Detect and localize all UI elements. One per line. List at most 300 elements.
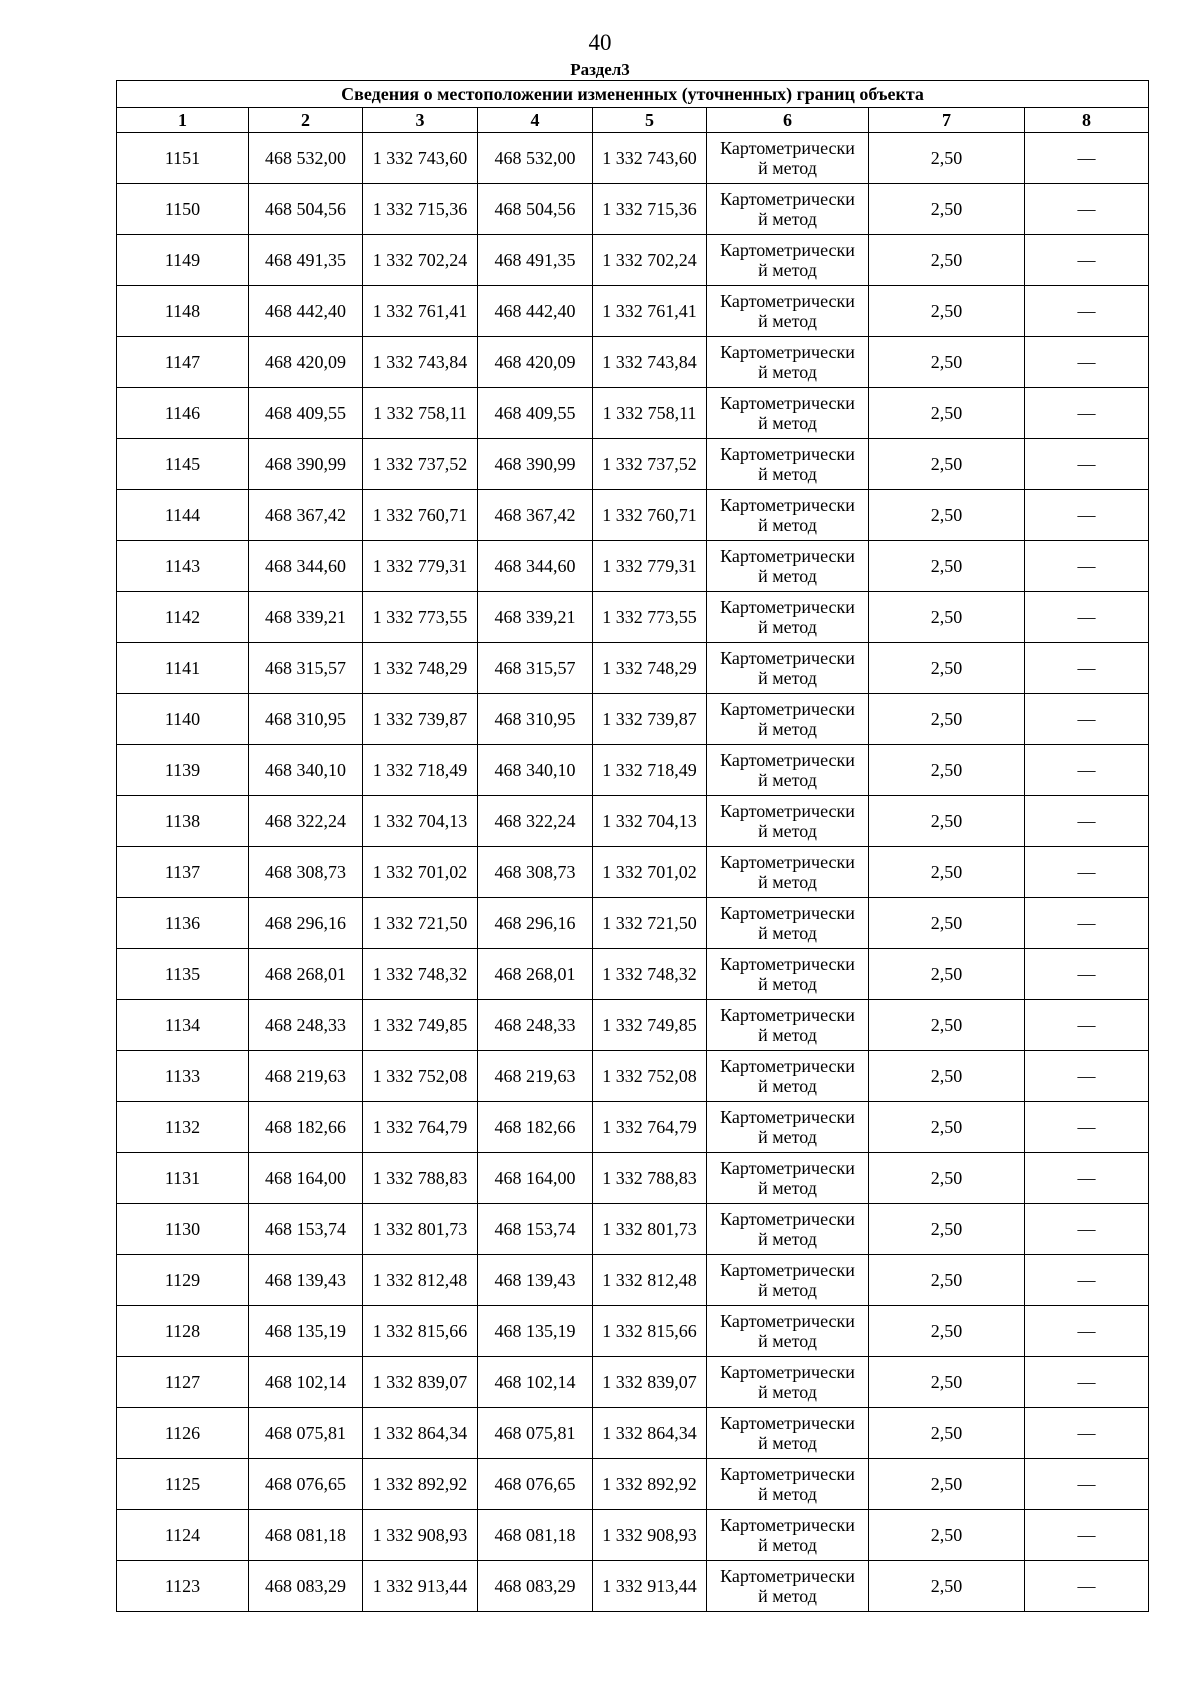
point-number: 1148	[117, 286, 249, 337]
method-cell	[707, 1204, 869, 1255]
point-number: 1146	[117, 388, 249, 439]
y-coordinate-new: 1 332 761,41	[593, 286, 707, 337]
method-text-line1: Картометрически	[720, 852, 855, 872]
x-coordinate: 468 504,56	[249, 184, 363, 235]
table-body	[117, 133, 1149, 1612]
point-number: 1147	[117, 337, 249, 388]
y-coordinate: 1 332 752,08	[363, 1051, 478, 1102]
description-cell: —	[1025, 1102, 1149, 1153]
method-cell	[707, 1561, 869, 1612]
accuracy-cell: 2,50	[869, 949, 1025, 1000]
method-cell	[707, 1255, 869, 1306]
x-coordinate-new: 468 442,40	[478, 286, 593, 337]
point-number: 1135	[117, 949, 249, 1000]
description-cell: —	[1025, 1204, 1149, 1255]
description-cell: —	[1025, 133, 1149, 184]
y-coordinate: 1 332 801,73	[363, 1204, 478, 1255]
method-text-line1: Картометрически	[720, 1566, 855, 1586]
x-coordinate-new: 468 182,66	[478, 1102, 593, 1153]
x-coordinate-new: 468 532,00	[478, 133, 593, 184]
method-cell	[707, 541, 869, 592]
description-cell: —	[1025, 1510, 1149, 1561]
x-coordinate: 468 268,01	[249, 949, 363, 1000]
method-text-line2: й метод	[758, 1127, 817, 1147]
y-coordinate-new: 1 332 892,92	[593, 1459, 707, 1510]
column-number-row	[117, 108, 1149, 133]
method-cell	[707, 133, 869, 184]
y-coordinate-new: 1 332 752,08	[593, 1051, 707, 1102]
y-coordinate: 1 332 739,87	[363, 694, 478, 745]
table-row	[117, 1561, 1149, 1612]
y-coordinate-new: 1 332 913,44	[593, 1561, 707, 1612]
y-coordinate-new: 1 332 779,31	[593, 541, 707, 592]
y-coordinate-new: 1 332 721,50	[593, 898, 707, 949]
table-row	[117, 643, 1149, 694]
y-coordinate: 1 332 749,85	[363, 1000, 478, 1051]
description-cell: —	[1025, 847, 1149, 898]
accuracy-cell: 2,50	[869, 1153, 1025, 1204]
accuracy-cell: 2,50	[869, 337, 1025, 388]
page-number: 40	[588, 30, 612, 55]
accuracy-cell: 2,50	[869, 1561, 1025, 1612]
method-cell	[707, 745, 869, 796]
method-text-line2: й метод	[758, 209, 817, 229]
method-text-line1: Картометрически	[720, 750, 855, 770]
method-text-line2: й метод	[758, 1484, 817, 1504]
method-text-line1: Картометрически	[720, 648, 855, 668]
point-number: 1128	[117, 1306, 249, 1357]
method-text-line1: Картометрически	[720, 1413, 855, 1433]
y-coordinate: 1 332 908,93	[363, 1510, 478, 1561]
method-text-line2: й метод	[758, 1178, 817, 1198]
y-coordinate: 1 332 773,55	[363, 592, 478, 643]
description-cell: —	[1025, 1306, 1149, 1357]
accuracy-cell: 2,50	[869, 592, 1025, 643]
method-cell	[707, 1357, 869, 1408]
method-text-line2: й метод	[758, 923, 817, 943]
y-coordinate: 1 332 761,41	[363, 286, 478, 337]
method-cell	[707, 592, 869, 643]
accuracy-cell: 2,50	[869, 388, 1025, 439]
x-coordinate-new: 468 504,56	[478, 184, 593, 235]
method-text-line1: Картометрически	[720, 597, 855, 617]
y-coordinate: 1 332 839,07	[363, 1357, 478, 1408]
accuracy-cell: 2,50	[869, 235, 1025, 286]
method-text-line2: й метод	[758, 1280, 817, 1300]
x-coordinate: 468 344,60	[249, 541, 363, 592]
method-text-line2: й метод	[758, 566, 817, 586]
x-coordinate-new: 468 420,09	[478, 337, 593, 388]
y-coordinate: 1 332 758,11	[363, 388, 478, 439]
description-cell: —	[1025, 694, 1149, 745]
method-text-line2: й метод	[758, 464, 817, 484]
point-number: 1149	[117, 235, 249, 286]
method-text-line1: Картометрически	[720, 1107, 855, 1127]
method-cell	[707, 898, 869, 949]
accuracy-cell: 2,50	[869, 643, 1025, 694]
table-row	[117, 949, 1149, 1000]
table-row	[117, 1204, 1149, 1255]
column-number: 8	[1025, 108, 1149, 133]
method-text-line1: Картометрически	[720, 699, 855, 719]
method-text-line1: Картометрически	[720, 1158, 855, 1178]
method-text-line1: Картометрически	[720, 1362, 855, 1382]
method-cell	[707, 184, 869, 235]
x-coordinate: 468 340,10	[249, 745, 363, 796]
method-text-line1: Картометрически	[720, 903, 855, 923]
point-number: 1140	[117, 694, 249, 745]
description-cell: —	[1025, 592, 1149, 643]
table-row	[117, 286, 1149, 337]
table-row	[117, 1459, 1149, 1510]
section-title: Раздел3	[570, 60, 630, 79]
accuracy-cell: 2,50	[869, 541, 1025, 592]
y-coordinate: 1 332 737,52	[363, 439, 478, 490]
y-coordinate: 1 332 715,36	[363, 184, 478, 235]
x-coordinate-new: 468 248,33	[478, 1000, 593, 1051]
method-text-line1: Картометрически	[720, 291, 855, 311]
y-coordinate: 1 332 812,48	[363, 1255, 478, 1306]
method-cell	[707, 490, 869, 541]
x-coordinate-new: 468 310,95	[478, 694, 593, 745]
y-coordinate-new: 1 332 812,48	[593, 1255, 707, 1306]
method-text-line1: Картометрически	[720, 1311, 855, 1331]
y-coordinate-new: 1 332 764,79	[593, 1102, 707, 1153]
x-coordinate-new: 468 268,01	[478, 949, 593, 1000]
method-text-line1: Картометрически	[720, 1005, 855, 1025]
accuracy-cell: 2,50	[869, 1102, 1025, 1153]
y-coordinate-new: 1 332 718,49	[593, 745, 707, 796]
method-cell	[707, 388, 869, 439]
point-number: 1144	[117, 490, 249, 541]
method-text-line1: Картометрически	[720, 444, 855, 464]
table-row	[117, 1051, 1149, 1102]
method-text-line1: Картометрически	[720, 342, 855, 362]
x-coordinate: 468 296,16	[249, 898, 363, 949]
table-row	[117, 694, 1149, 745]
description-cell: —	[1025, 490, 1149, 541]
method-text-line2: й метод	[758, 1535, 817, 1555]
y-coordinate-new: 1 332 773,55	[593, 592, 707, 643]
x-coordinate-new: 468 153,74	[478, 1204, 593, 1255]
point-number: 1133	[117, 1051, 249, 1102]
x-coordinate: 468 164,00	[249, 1153, 363, 1204]
method-text-line2: й метод	[758, 260, 817, 280]
x-coordinate: 468 322,24	[249, 796, 363, 847]
table-row	[117, 1000, 1149, 1051]
y-coordinate: 1 332 743,84	[363, 337, 478, 388]
x-coordinate: 468 135,19	[249, 1306, 363, 1357]
method-text-line1: Картометрически	[720, 1209, 855, 1229]
method-text-line1: Картометрически	[720, 393, 855, 413]
accuracy-cell: 2,50	[869, 1306, 1025, 1357]
x-coordinate-new: 468 315,57	[478, 643, 593, 694]
table-row	[117, 1102, 1149, 1153]
x-coordinate: 468 420,09	[249, 337, 363, 388]
y-coordinate: 1 332 779,31	[363, 541, 478, 592]
point-number: 1124	[117, 1510, 249, 1561]
point-number: 1123	[117, 1561, 249, 1612]
method-text-line2: й метод	[758, 770, 817, 790]
x-coordinate-new: 468 322,24	[478, 796, 593, 847]
x-coordinate-new: 468 296,16	[478, 898, 593, 949]
y-coordinate: 1 332 864,34	[363, 1408, 478, 1459]
column-number: 2	[249, 108, 363, 133]
y-coordinate-new: 1 332 743,60	[593, 133, 707, 184]
point-number: 1151	[117, 133, 249, 184]
y-coordinate: 1 332 760,71	[363, 490, 478, 541]
point-number: 1132	[117, 1102, 249, 1153]
method-text-line1: Картометрически	[720, 495, 855, 515]
table-row	[117, 439, 1149, 490]
y-coordinate-new: 1 332 760,71	[593, 490, 707, 541]
method-text-line2: й метод	[758, 311, 817, 331]
x-coordinate: 468 310,95	[249, 694, 363, 745]
point-number: 1145	[117, 439, 249, 490]
table-row	[117, 184, 1149, 235]
x-coordinate-new: 468 075,81	[478, 1408, 593, 1459]
y-coordinate: 1 332 718,49	[363, 745, 478, 796]
point-number: 1150	[117, 184, 249, 235]
column-number: 5	[593, 108, 707, 133]
point-number: 1130	[117, 1204, 249, 1255]
x-coordinate-new: 468 390,99	[478, 439, 593, 490]
method-cell	[707, 1408, 869, 1459]
table-row	[117, 133, 1149, 184]
accuracy-cell: 2,50	[869, 694, 1025, 745]
method-text-line2: й метод	[758, 1331, 817, 1351]
description-cell: —	[1025, 439, 1149, 490]
method-cell	[707, 847, 869, 898]
method-cell	[707, 1000, 869, 1051]
method-text-line2: й метод	[758, 872, 817, 892]
x-coordinate-new: 468 344,60	[478, 541, 593, 592]
table-row	[117, 1510, 1149, 1561]
y-coordinate-new: 1 332 864,34	[593, 1408, 707, 1459]
point-number: 1134	[117, 1000, 249, 1051]
method-text-line2: й метод	[758, 1076, 817, 1096]
y-coordinate-new: 1 332 758,11	[593, 388, 707, 439]
method-text-line1: Картометрически	[720, 1515, 855, 1535]
y-coordinate: 1 332 701,02	[363, 847, 478, 898]
method-cell	[707, 1153, 869, 1204]
method-text-line2: й метод	[758, 1229, 817, 1249]
method-text-line1: Картометрически	[720, 1056, 855, 1076]
x-coordinate: 468 182,66	[249, 1102, 363, 1153]
y-coordinate: 1 332 788,83	[363, 1153, 478, 1204]
x-coordinate-new: 468 139,43	[478, 1255, 593, 1306]
method-text-line1: Картометрически	[720, 1464, 855, 1484]
table-caption-row	[117, 81, 1149, 108]
column-number: 6	[707, 108, 869, 133]
accuracy-cell: 2,50	[869, 745, 1025, 796]
point-number: 1126	[117, 1408, 249, 1459]
description-cell: —	[1025, 1153, 1149, 1204]
y-coordinate-new: 1 332 702,24	[593, 235, 707, 286]
method-cell	[707, 1306, 869, 1357]
y-coordinate: 1 332 892,92	[363, 1459, 478, 1510]
table-row	[117, 745, 1149, 796]
y-coordinate: 1 332 913,44	[363, 1561, 478, 1612]
method-cell	[707, 337, 869, 388]
x-coordinate: 468 308,73	[249, 847, 363, 898]
x-coordinate: 468 083,29	[249, 1561, 363, 1612]
y-coordinate-new: 1 332 801,73	[593, 1204, 707, 1255]
y-coordinate: 1 332 815,66	[363, 1306, 478, 1357]
x-coordinate: 468 339,21	[249, 592, 363, 643]
method-text-line2: й метод	[758, 1586, 817, 1606]
description-cell: —	[1025, 541, 1149, 592]
method-cell	[707, 949, 869, 1000]
accuracy-cell: 2,50	[869, 1408, 1025, 1459]
description-cell: —	[1025, 1000, 1149, 1051]
method-text-line1: Картометрически	[720, 801, 855, 821]
x-coordinate: 468 219,63	[249, 1051, 363, 1102]
y-coordinate-new: 1 332 701,02	[593, 847, 707, 898]
y-coordinate: 1 332 702,24	[363, 235, 478, 286]
description-cell: —	[1025, 1255, 1149, 1306]
table-row	[117, 1306, 1149, 1357]
table-row	[117, 235, 1149, 286]
x-coordinate: 468 076,65	[249, 1459, 363, 1510]
y-coordinate-new: 1 332 748,32	[593, 949, 707, 1000]
description-cell: —	[1025, 898, 1149, 949]
method-text-line2: й метод	[758, 158, 817, 178]
accuracy-cell: 2,50	[869, 796, 1025, 847]
method-cell	[707, 796, 869, 847]
y-coordinate-new: 1 332 715,36	[593, 184, 707, 235]
description-cell: —	[1025, 949, 1149, 1000]
table-caption: Сведения о местоположении измененных (уточненных) границ объекта	[117, 81, 1149, 108]
y-coordinate-new: 1 332 908,93	[593, 1510, 707, 1561]
method-cell	[707, 1510, 869, 1561]
y-coordinate-new: 1 332 788,83	[593, 1153, 707, 1204]
table-row	[117, 490, 1149, 541]
y-coordinate-new: 1 332 704,13	[593, 796, 707, 847]
method-text-line1: Картометрически	[720, 954, 855, 974]
method-cell	[707, 1102, 869, 1153]
description-cell: —	[1025, 745, 1149, 796]
point-number: 1136	[117, 898, 249, 949]
x-coordinate-new: 468 164,00	[478, 1153, 593, 1204]
y-coordinate-new: 1 332 739,87	[593, 694, 707, 745]
description-cell: —	[1025, 796, 1149, 847]
accuracy-cell: 2,50	[869, 184, 1025, 235]
table-row	[117, 337, 1149, 388]
method-text-line1: Картометрически	[720, 138, 855, 158]
point-number: 1131	[117, 1153, 249, 1204]
point-number: 1137	[117, 847, 249, 898]
accuracy-cell: 2,50	[869, 133, 1025, 184]
x-coordinate: 468 075,81	[249, 1408, 363, 1459]
method-cell	[707, 286, 869, 337]
x-coordinate-new: 468 339,21	[478, 592, 593, 643]
y-coordinate: 1 332 764,79	[363, 1102, 478, 1153]
y-coordinate-new: 1 332 839,07	[593, 1357, 707, 1408]
description-cell: —	[1025, 643, 1149, 694]
accuracy-cell: 2,50	[869, 439, 1025, 490]
x-coordinate-new: 468 340,10	[478, 745, 593, 796]
point-number: 1127	[117, 1357, 249, 1408]
y-coordinate: 1 332 748,29	[363, 643, 478, 694]
x-coordinate: 468 102,14	[249, 1357, 363, 1408]
method-text-line2: й метод	[758, 1433, 817, 1453]
point-number: 1142	[117, 592, 249, 643]
point-number: 1143	[117, 541, 249, 592]
x-coordinate-new: 468 081,18	[478, 1510, 593, 1561]
description-cell: —	[1025, 1051, 1149, 1102]
accuracy-cell: 2,50	[869, 1000, 1025, 1051]
x-coordinate: 468 367,42	[249, 490, 363, 541]
method-text-line2: й метод	[758, 974, 817, 994]
method-cell	[707, 1459, 869, 1510]
description-cell: —	[1025, 286, 1149, 337]
accuracy-cell: 2,50	[869, 1357, 1025, 1408]
method-text-line2: й метод	[758, 668, 817, 688]
y-coordinate-new: 1 332 749,85	[593, 1000, 707, 1051]
method-text-line2: й метод	[758, 362, 817, 382]
accuracy-cell: 2,50	[869, 847, 1025, 898]
x-coordinate-new: 468 308,73	[478, 847, 593, 898]
accuracy-cell: 2,50	[869, 1510, 1025, 1561]
column-number: 4	[478, 108, 593, 133]
y-coordinate-new: 1 332 743,84	[593, 337, 707, 388]
description-cell: —	[1025, 337, 1149, 388]
method-cell	[707, 235, 869, 286]
column-number: 1	[117, 108, 249, 133]
table-row	[117, 847, 1149, 898]
method-text-line1: Картометрически	[720, 189, 855, 209]
table-row	[117, 388, 1149, 439]
method-cell	[707, 643, 869, 694]
description-cell: —	[1025, 1408, 1149, 1459]
x-coordinate: 468 442,40	[249, 286, 363, 337]
method-text-line2: й метод	[758, 515, 817, 535]
method-text-line2: й метод	[758, 413, 817, 433]
description-cell: —	[1025, 235, 1149, 286]
x-coordinate: 468 081,18	[249, 1510, 363, 1561]
description-cell: —	[1025, 184, 1149, 235]
method-text-line2: й метод	[758, 1382, 817, 1402]
accuracy-cell: 2,50	[869, 286, 1025, 337]
table-row	[117, 541, 1149, 592]
x-coordinate: 468 409,55	[249, 388, 363, 439]
column-number: 7	[869, 108, 1025, 133]
point-number: 1141	[117, 643, 249, 694]
description-cell: —	[1025, 1357, 1149, 1408]
x-coordinate: 468 390,99	[249, 439, 363, 490]
table-row	[117, 898, 1149, 949]
y-coordinate: 1 332 721,50	[363, 898, 478, 949]
accuracy-cell: 2,50	[869, 1255, 1025, 1306]
point-number: 1129	[117, 1255, 249, 1306]
accuracy-cell: 2,50	[869, 898, 1025, 949]
method-text-line2: й метод	[758, 719, 817, 739]
description-cell: —	[1025, 388, 1149, 439]
description-cell: —	[1025, 1459, 1149, 1510]
x-coordinate-new: 468 219,63	[478, 1051, 593, 1102]
table-row	[117, 796, 1149, 847]
x-coordinate-new: 468 083,29	[478, 1561, 593, 1612]
table-row	[117, 1408, 1149, 1459]
x-coordinate: 468 153,74	[249, 1204, 363, 1255]
x-coordinate: 468 491,35	[249, 235, 363, 286]
method-text-line2: й метод	[758, 617, 817, 637]
accuracy-cell: 2,50	[869, 1459, 1025, 1510]
x-coordinate-new: 468 102,14	[478, 1357, 593, 1408]
description-cell: —	[1025, 1561, 1149, 1612]
y-coordinate: 1 332 704,13	[363, 796, 478, 847]
